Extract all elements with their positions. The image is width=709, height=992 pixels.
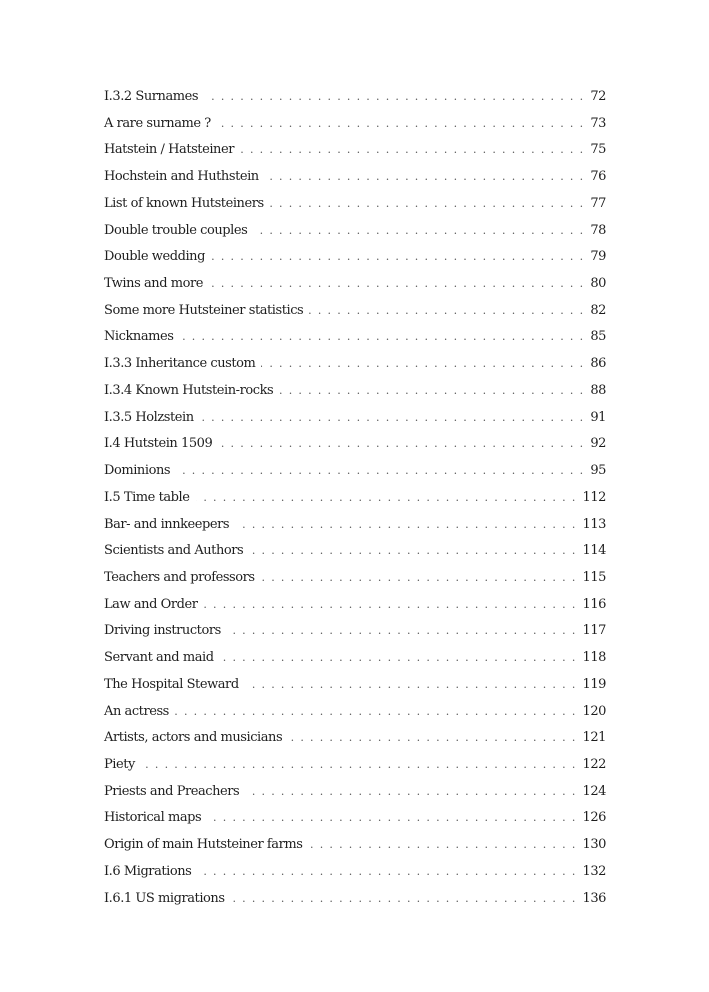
toc-dot-leader xyxy=(197,859,581,886)
toc-entry-title: I.6.1 US migrations xyxy=(104,890,225,906)
toc-page-number: 115 xyxy=(582,569,606,585)
toc-dot-leader xyxy=(249,538,581,565)
toc-entry-title: The Hospital Steward xyxy=(104,676,239,692)
toc-entry[interactable] xyxy=(104,805,606,832)
toc-entry-title: Some more Hutsteiner statistics xyxy=(104,302,304,318)
toc-entry[interactable] xyxy=(104,298,606,325)
toc-entry-title: Artists, actors and musicians xyxy=(104,730,283,746)
toc-page-number: 116 xyxy=(582,596,606,612)
toc-entry-title: I.3.3 Inheritance custom xyxy=(104,356,256,372)
toc-entry[interactable] xyxy=(104,832,606,859)
toc-dot-leader xyxy=(176,458,589,485)
toc-page-number: 113 xyxy=(582,516,606,532)
toc-entry[interactable] xyxy=(104,512,606,539)
toc-dot-leader xyxy=(245,672,582,699)
toc-entry-title: Priests and Preachers xyxy=(104,783,240,799)
toc-entry[interactable] xyxy=(104,191,606,218)
table-of-contents xyxy=(104,84,606,912)
toc-dot-leader xyxy=(196,485,582,512)
toc-page-number: 136 xyxy=(582,890,606,906)
toc-entry-title: Law and Order xyxy=(104,596,198,612)
toc-entry[interactable] xyxy=(104,218,606,245)
toc-entry[interactable] xyxy=(104,886,606,913)
toc-page-number: 79 xyxy=(590,249,606,265)
toc-dot-leader xyxy=(217,111,590,138)
toc-dot-leader xyxy=(240,137,589,164)
toc-page-number: 85 xyxy=(590,329,606,345)
toc-entry[interactable] xyxy=(104,111,606,138)
toc-page-number: 112 xyxy=(582,489,606,505)
toc-entry[interactable] xyxy=(104,458,606,485)
toc-page-number: 75 xyxy=(590,142,606,158)
toc-entry[interactable] xyxy=(104,538,606,565)
toc-dot-leader xyxy=(309,298,589,325)
toc-page-number: 78 xyxy=(590,222,606,238)
toc-entry-title: Piety xyxy=(104,756,135,772)
toc-page-number: 114 xyxy=(582,543,606,559)
toc-page-number: 77 xyxy=(590,195,606,211)
toc-dot-leader xyxy=(204,84,589,111)
toc-entry[interactable] xyxy=(104,592,606,619)
toc-entry-title: Bar- and innkeepers xyxy=(104,516,230,532)
toc-entry[interactable] xyxy=(104,378,606,405)
toc-page-number: 120 xyxy=(582,703,606,719)
toc-entry-title: Twins and more xyxy=(104,276,204,292)
toc-entry[interactable] xyxy=(104,752,606,779)
toc-entry-title: Historical maps xyxy=(104,810,202,826)
toc-dot-leader xyxy=(288,725,581,752)
toc-page-number: 119 xyxy=(582,676,606,692)
toc-dot-leader xyxy=(235,512,581,539)
toc-entry[interactable] xyxy=(104,244,606,271)
toc-dot-leader xyxy=(308,832,581,859)
toc-entry[interactable] xyxy=(104,271,606,298)
toc-entry-title: I.6 Migrations xyxy=(104,863,192,879)
toc-page-number: 95 xyxy=(590,463,606,479)
toc-page-number: 88 xyxy=(590,382,606,398)
toc-entry-title: An actress xyxy=(104,703,169,719)
toc-entry-title: Hatstein / Hatsteiner xyxy=(104,142,234,158)
toc-page-number: 86 xyxy=(590,356,606,372)
toc-page-number: 132 xyxy=(582,863,606,879)
toc-entry-title: A rare surname ? xyxy=(104,115,211,131)
toc-entry-title: I.4 Hutstein 1509 xyxy=(104,436,213,452)
toc-dot-leader xyxy=(203,592,581,619)
toc-entry-title: I.5 Time table xyxy=(104,489,190,505)
toc-entry[interactable] xyxy=(104,618,606,645)
toc-entry[interactable] xyxy=(104,485,606,512)
toc-page-number: 121 xyxy=(582,730,606,746)
toc-entry-title: Origin of main Hutsteiner farms xyxy=(104,837,303,853)
toc-entry[interactable] xyxy=(104,565,606,592)
toc-dot-leader xyxy=(218,431,589,458)
toc-entry[interactable] xyxy=(104,351,606,378)
toc-dot-leader xyxy=(253,218,589,245)
toc-entry[interactable] xyxy=(104,405,606,432)
toc-entry-title: I.3.2 Surnames xyxy=(104,89,199,104)
toc-entry-title: List of known Hutsteiners xyxy=(104,195,264,211)
toc-entry[interactable] xyxy=(104,725,606,752)
toc-dot-leader xyxy=(200,405,590,432)
toc-entry-title: Double trouble couples xyxy=(104,222,248,238)
toc-entry[interactable] xyxy=(104,645,606,672)
toc-dot-leader xyxy=(209,271,589,298)
toc-page-number: 80 xyxy=(590,276,606,292)
toc-entry[interactable] xyxy=(104,137,606,164)
toc-dot-leader xyxy=(245,779,581,806)
toc-dot-leader xyxy=(207,805,581,832)
toc-page-number: 76 xyxy=(590,169,606,185)
toc-entry-title: Double wedding xyxy=(104,249,205,265)
toc-entry-title: Hochstein and Huthstein xyxy=(104,169,259,185)
toc-entry[interactable] xyxy=(104,699,606,726)
toc-entry-title: Teachers and professors xyxy=(104,569,255,585)
toc-entry[interactable] xyxy=(104,84,606,111)
toc-dot-leader xyxy=(265,164,590,191)
toc-dot-leader xyxy=(279,378,589,405)
toc-dot-leader xyxy=(220,645,582,672)
toc-dot-leader xyxy=(270,191,590,218)
toc-page-number: 73 xyxy=(590,115,606,131)
toc-dot-leader xyxy=(261,351,589,378)
toc-dot-leader xyxy=(211,244,589,271)
toc-dot-leader xyxy=(231,886,582,913)
toc-entry[interactable] xyxy=(104,672,606,699)
toc-entry-title: Dominions xyxy=(104,463,171,479)
toc-entry[interactable] xyxy=(104,779,606,806)
toc-page-number: 124 xyxy=(582,783,606,799)
toc-entry-title: Servant and maid xyxy=(104,650,214,666)
toc-entry-title: Scientists and Authors xyxy=(104,543,244,559)
toc-page-number: 91 xyxy=(590,409,606,425)
toc-dot-leader xyxy=(179,324,589,351)
toc-page-number: 92 xyxy=(590,436,606,452)
toc-dot-leader xyxy=(261,565,582,592)
toc-entry-title: Nicknames xyxy=(104,329,174,345)
toc-entry-title: Driving instructors xyxy=(104,623,221,639)
toc-page-number: 72 xyxy=(590,89,606,104)
toc-page-number: 117 xyxy=(582,623,606,639)
toc-entry[interactable] xyxy=(104,859,606,886)
toc-entry[interactable] xyxy=(104,431,606,458)
toc-entry-title: I.3.4 Known Hutstein-rocks xyxy=(104,382,274,398)
toc-entry[interactable] xyxy=(104,164,606,191)
toc-dot-leader xyxy=(175,699,582,726)
toc-dot-leader xyxy=(141,752,582,779)
toc-entry[interactable] xyxy=(104,324,606,351)
toc-entry-title: I.3.5 Holzstein xyxy=(104,409,194,425)
toc-page-number: 82 xyxy=(590,302,606,318)
toc-dot-leader xyxy=(227,618,582,645)
toc-page-number: 122 xyxy=(582,756,606,772)
toc-page-number: 118 xyxy=(582,650,606,666)
toc-page-number: 130 xyxy=(582,837,606,853)
toc-page-number: 126 xyxy=(582,810,606,826)
